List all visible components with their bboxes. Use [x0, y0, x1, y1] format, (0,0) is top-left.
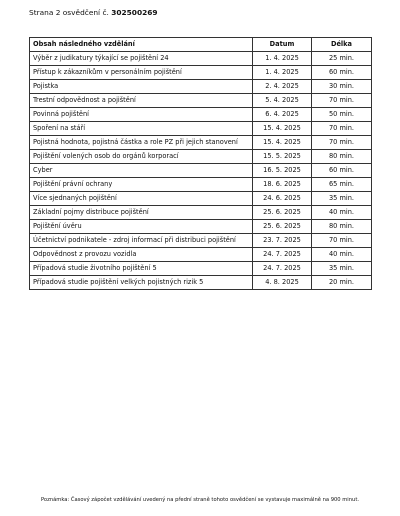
course-name-cell: Pojištění úvěru: [30, 220, 253, 234]
date-cell: 1. 4. 2025: [253, 52, 312, 66]
table-row: [30, 94, 372, 108]
column-header-date: Datum: [253, 38, 312, 52]
date-cell: 25. 6. 2025: [253, 206, 312, 220]
course-name-cell: Výběr z judikatury týkající se pojištění 24: [30, 52, 253, 66]
length-cell: 35 min.: [312, 192, 372, 206]
table-row: [30, 248, 372, 262]
course-name-cell: Odpovědnost z provozu vozidla: [30, 248, 253, 262]
date-cell: 16. 5. 2025: [253, 164, 312, 178]
date-cell: 4. 8. 2025: [253, 276, 312, 290]
course-name-cell: Účetnictví podnikatele - zdroj informací při distribuci pojištění: [30, 234, 253, 248]
table-row: [30, 262, 372, 276]
length-cell: 60 min.: [312, 66, 372, 80]
length-cell: 40 min.: [312, 248, 372, 262]
course-name-cell: Přístup k zákazníkům v personálním pojištění: [30, 66, 253, 80]
course-name-cell: Pojistná hodnota, pojistná částka a role PZ při jejich stanovení: [30, 136, 253, 150]
length-cell: 40 min.: [312, 206, 372, 220]
length-cell: 70 min.: [312, 136, 372, 150]
table-header-row: [30, 38, 372, 52]
course-name-cell: Spoření na stáří: [30, 122, 253, 136]
column-header-length: Délka: [312, 38, 372, 52]
length-cell: 25 min.: [312, 52, 372, 66]
table-row: [30, 108, 372, 122]
date-cell: 15. 4. 2025: [253, 136, 312, 150]
column-header-content: Obsah následného vzdělání: [30, 38, 253, 52]
date-cell: 15. 4. 2025: [253, 122, 312, 136]
table-row: [30, 192, 372, 206]
page-header: [29, 8, 158, 17]
date-cell: 23. 7. 2025: [253, 234, 312, 248]
table-row: [30, 150, 372, 164]
date-cell: 2. 4. 2025: [253, 80, 312, 94]
course-name-cell: Základní pojmy distribuce pojištění: [30, 206, 253, 220]
length-cell: 30 min.: [312, 80, 372, 94]
table-row: [30, 206, 372, 220]
length-cell: 80 min.: [312, 150, 372, 164]
table-row: [30, 122, 372, 136]
length-cell: 70 min.: [312, 94, 372, 108]
date-cell: 6. 4. 2025: [253, 108, 312, 122]
table-body: [30, 52, 372, 290]
table-row: [30, 164, 372, 178]
date-cell: 18. 6. 2025: [253, 178, 312, 192]
course-name-cell: Povinná pojištění: [30, 108, 253, 122]
length-cell: 60 min.: [312, 164, 372, 178]
date-cell: 1. 4. 2025: [253, 66, 312, 80]
course-name-cell: Pojištění právní ochrany: [30, 178, 253, 192]
table-row: [30, 276, 372, 290]
date-cell: 15. 5. 2025: [253, 150, 312, 164]
course-name-cell: Pojistka: [30, 80, 253, 94]
header-prefix: Strana 2 osvědčení č.: [29, 8, 109, 17]
date-cell: 5. 4. 2025: [253, 94, 312, 108]
table-row: [30, 178, 372, 192]
date-cell: 24. 7. 2025: [253, 248, 312, 262]
course-name-cell: Více sjednaných pojištění: [30, 192, 253, 206]
length-cell: 35 min.: [312, 262, 372, 276]
education-table: [29, 37, 372, 290]
course-name-cell: Případová studie životního pojištění 5: [30, 262, 253, 276]
date-cell: 24. 7. 2025: [253, 262, 312, 276]
date-cell: 24. 6. 2025: [253, 192, 312, 206]
length-cell: 65 min.: [312, 178, 372, 192]
course-name-cell: Cyber: [30, 164, 253, 178]
table-row: [30, 80, 372, 94]
length-cell: 70 min.: [312, 122, 372, 136]
table-row: [30, 220, 372, 234]
table-row: [30, 136, 372, 150]
date-cell: 25. 6. 2025: [253, 220, 312, 234]
table-row: [30, 66, 372, 80]
length-cell: 70 min.: [312, 234, 372, 248]
table-row: [30, 52, 372, 66]
table-row: [30, 234, 372, 248]
length-cell: 20 min.: [312, 276, 372, 290]
length-cell: 80 min.: [312, 220, 372, 234]
certificate-number: 302500269: [111, 8, 158, 17]
course-name-cell: Trestní odpovědnost a pojištění: [30, 94, 253, 108]
course-name-cell: Pojištění volených osob do orgánů korporací: [30, 150, 253, 164]
footer-note: Poznámka: Časový zápočet vzdělávání uvedený na přední straně tohoto osvědčení se vystavuje maximálně na 900 minut.: [40, 497, 360, 503]
course-name-cell: Případová studie pojištění velkých pojistných rizik 5: [30, 276, 253, 290]
length-cell: 50 min.: [312, 108, 372, 122]
